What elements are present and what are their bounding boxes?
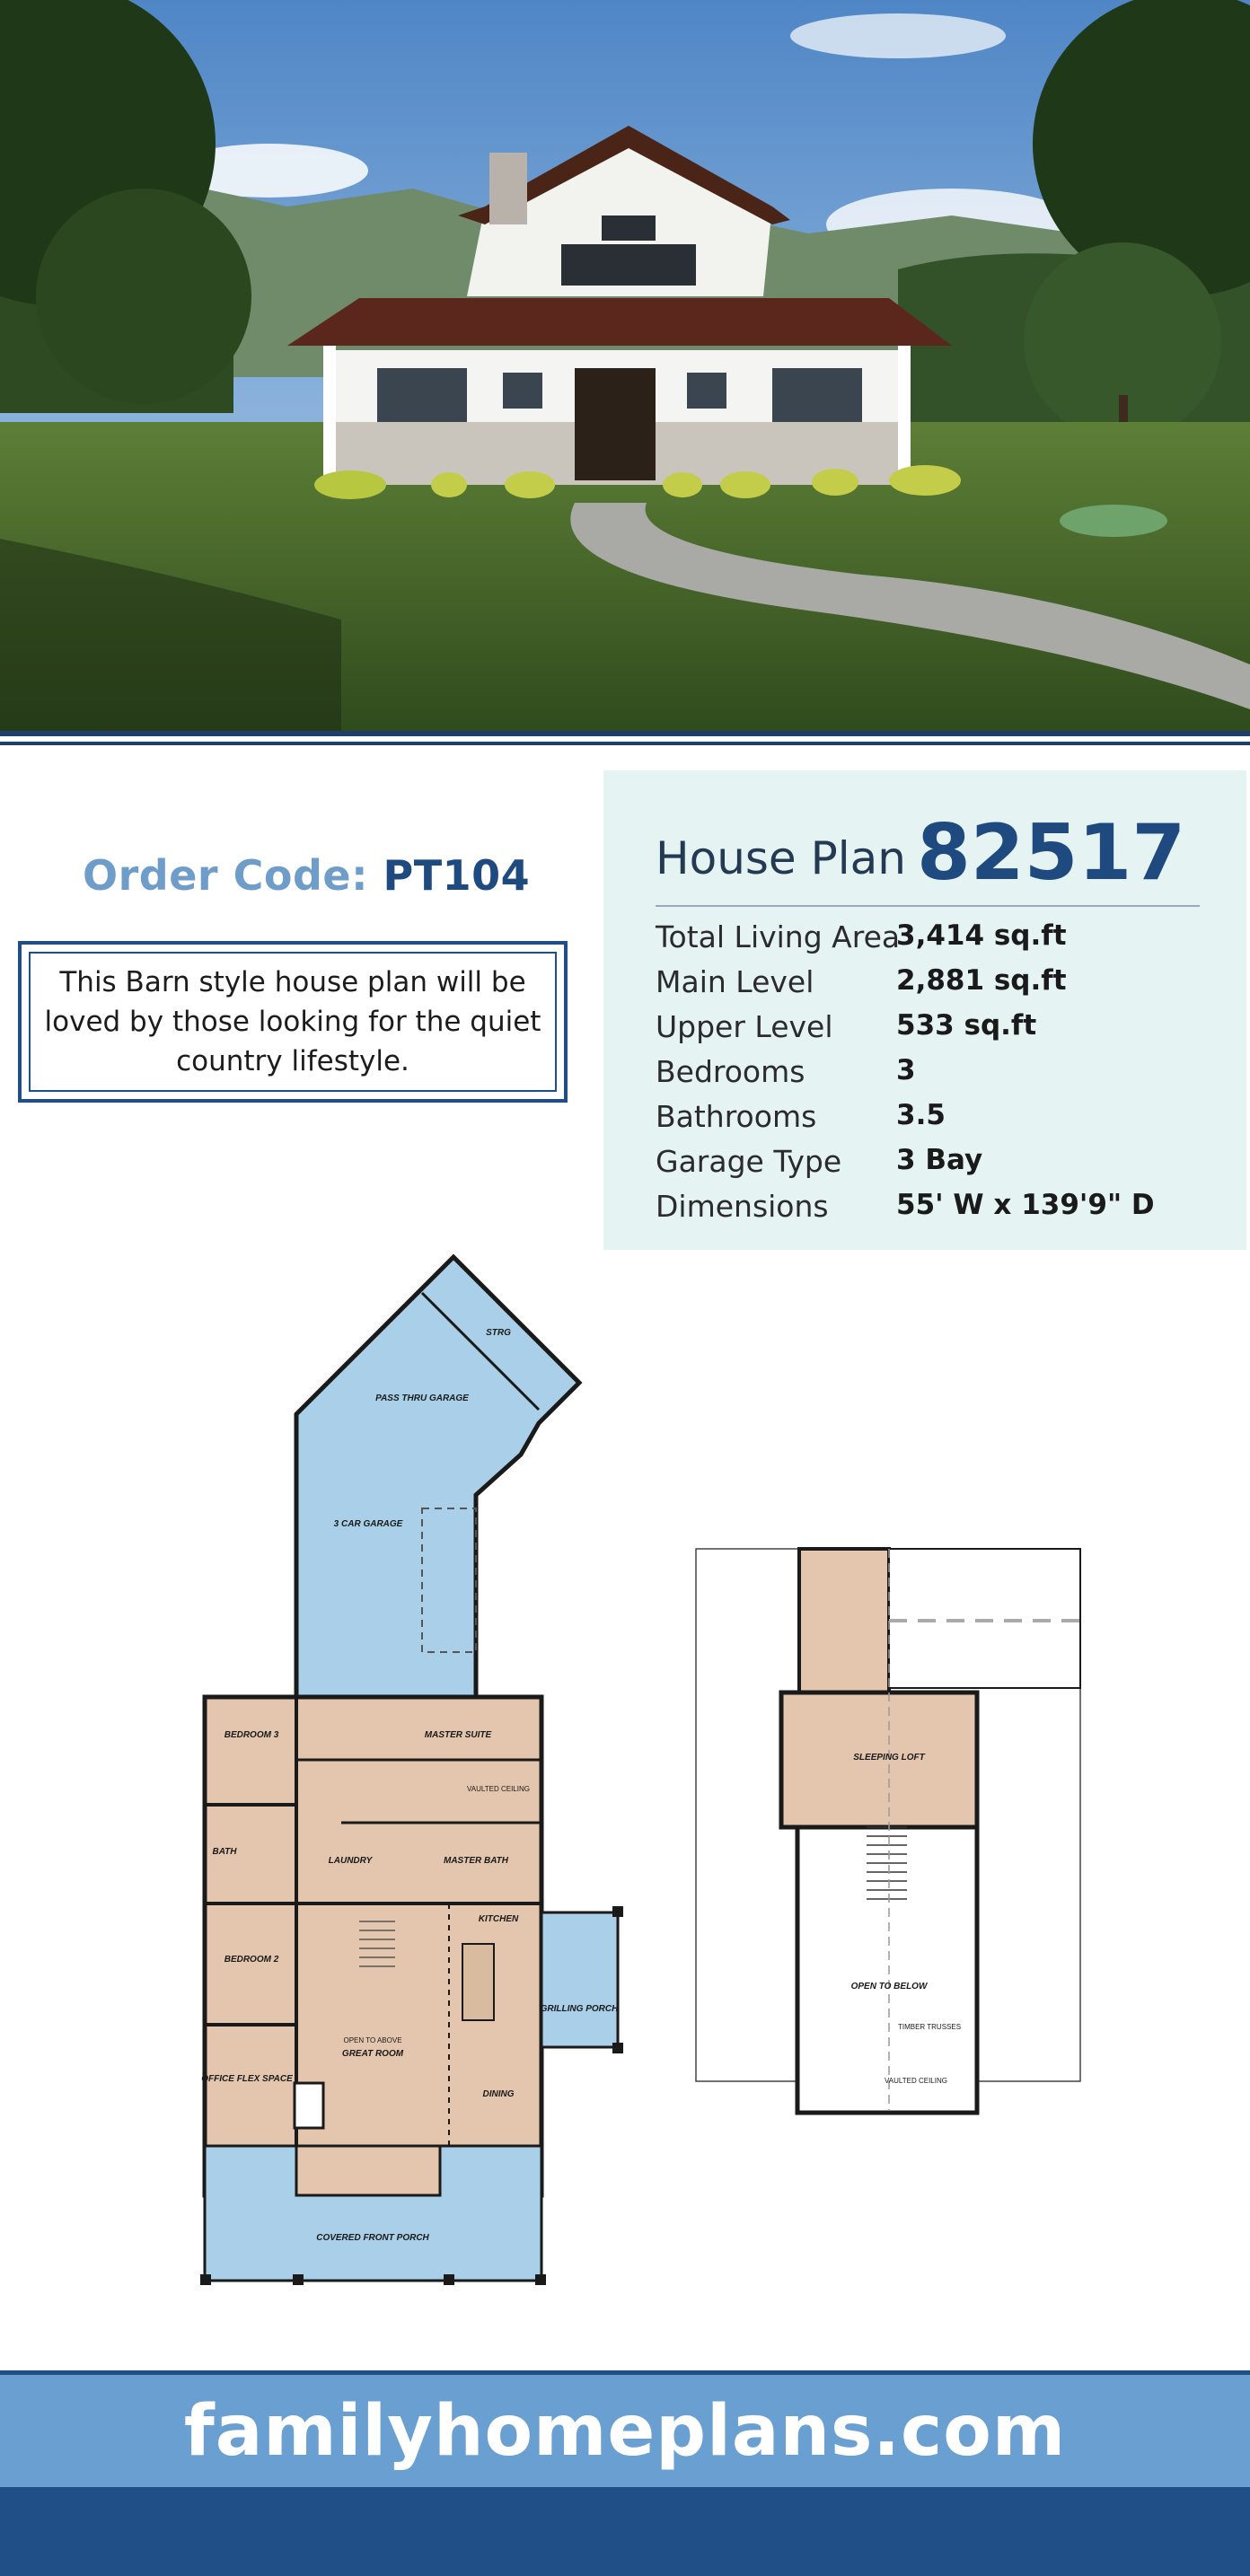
label-laundry: LAUNDRY — [328, 1856, 373, 1866]
spec-label: Total Living Area — [656, 919, 901, 954]
footer-bar — [0, 2487, 1250, 2576]
label-porch: COVERED FRONT PORCH — [316, 2233, 429, 2243]
label-vaulted-ceiling: VAULTED CEILING — [467, 1785, 530, 1793]
footer-site-link[interactable]: familyhomeplans.com — [183, 2391, 1067, 2472]
spec-divider — [656, 905, 1200, 907]
label-great-room: GREAT ROOM — [341, 2049, 404, 2059]
label-upper-vaulted: VAULTED CEILING — [885, 2077, 947, 2085]
plan-title-label: House Plan — [656, 832, 906, 884]
label-pass-thru-garage: PASS THRU GARAGE — [375, 1394, 469, 1403]
spec-label: Bedrooms — [656, 1054, 805, 1089]
spec-label: Bathrooms — [656, 1099, 817, 1134]
spec-label: Main Level — [656, 964, 814, 999]
label-grilling-porch: GRILLING PORCH — [540, 2004, 619, 2014]
label-timber: TIMBER TRUSSES — [897, 2023, 962, 2031]
spec-value: 2,881 sq.ft — [896, 964, 1067, 997]
spec-panel — [603, 770, 1246, 1250]
spec-value: 3 — [896, 1054, 916, 1086]
label-sleeping-loft: SLEEPING LOFT — [853, 1753, 925, 1763]
description-box — [18, 941, 568, 1103]
house-rendering-image — [0, 0, 1250, 736]
label-master-suite: MASTER SUITE — [424, 1730, 492, 1740]
spec-value: 533 sq.ft — [896, 1009, 1037, 1042]
footer-banner — [0, 2370, 1250, 2487]
upper-floor-plan — [696, 1549, 1080, 2113]
floor-plans — [0, 1248, 1250, 2352]
order-code-value: PT104 — [383, 851, 531, 900]
main-floor-plan — [200, 1257, 623, 2285]
spec-value: 3 Bay — [896, 1144, 983, 1176]
plan-title — [656, 803, 1186, 898]
label-office: OFFICE FLEX SPACE — [201, 2074, 293, 2084]
spec-value: 3.5 — [896, 1099, 946, 1131]
plan-number: 82517 — [916, 808, 1186, 898]
spec-label: Garage Type — [656, 1144, 842, 1179]
hero-divider-bottom — [0, 742, 1250, 745]
spec-label: Dimensions — [656, 1189, 829, 1224]
order-code — [83, 851, 530, 900]
description-text: This Barn style house plan will be loved by those looking for the quiet country lifestyle. — [44, 966, 541, 1077]
label-dining: DINING — [482, 2089, 515, 2099]
label-bedroom3: BEDROOM 3 — [224, 1730, 279, 1740]
spec-value: 55' W x 139'9" D — [896, 1189, 1155, 1221]
label-strg: STRG — [486, 1328, 511, 1338]
label-master-bath: MASTER BATH — [443, 1856, 509, 1866]
order-code-label: Order Code: — [83, 851, 368, 900]
label-open-below: OPEN TO BELOW — [850, 1982, 928, 1991]
label-kitchen: KITCHEN — [478, 1914, 519, 1924]
label-bath: BATH — [212, 1847, 237, 1857]
label-bedroom2: BEDROOM 2 — [224, 1955, 279, 1965]
label-car-garage: 3 CAR GARAGE — [333, 1519, 403, 1529]
spec-label: Upper Level — [656, 1009, 833, 1044]
label-open-to-above: OPEN TO ABOVE — [343, 2036, 402, 2044]
spec-value: 3,414 sq.ft — [896, 919, 1067, 952]
